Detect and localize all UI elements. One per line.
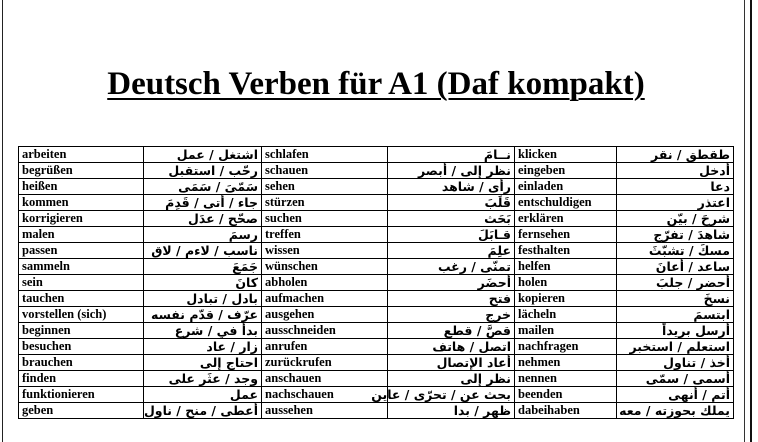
arabic-translation-cell: بدأ في / شرع: [144, 323, 262, 339]
arabic-translation-cell: أسمى / سمّى: [617, 371, 734, 387]
german-verb-cell: beginnen: [19, 323, 144, 339]
german-verb-cell: ausschneiden: [262, 323, 388, 339]
german-verb-cell: festhalten: [515, 243, 617, 259]
table-row: [19, 147, 734, 163]
arabic-translation-cell: ابتسمَ: [617, 307, 734, 323]
arabic-translation-cell: يملك بحوزته / معه: [617, 403, 734, 419]
german-verb-cell: ausgehen: [262, 307, 388, 323]
table-row: [19, 275, 734, 291]
arabic-translation-cell: ساعد / أعانَ: [617, 259, 734, 275]
verb-table: [18, 146, 734, 419]
german-verb-cell: wissen: [262, 243, 388, 259]
arabic-translation-cell: أعطى / منح / ناول: [144, 403, 262, 419]
german-verb-cell: entschuldigen: [515, 195, 617, 211]
table-row: [19, 195, 734, 211]
german-verb-cell: treffen: [262, 227, 388, 243]
german-verb-cell: anrufen: [262, 339, 388, 355]
german-verb-cell: holen: [515, 275, 617, 291]
german-verb-cell: klicken: [515, 147, 617, 163]
german-verb-cell: passen: [19, 243, 144, 259]
german-verb-cell: begrüßen: [19, 163, 144, 179]
arabic-translation-cell: وجد / عثَر على: [144, 371, 262, 387]
german-verb-cell: aufmachen: [262, 291, 388, 307]
arabic-translation-cell: شاهدَ / تفرّج: [617, 227, 734, 243]
german-verb-cell: heißen: [19, 179, 144, 195]
german-verb-cell: nachfragen: [515, 339, 617, 355]
german-verb-cell: tauchen: [19, 291, 144, 307]
table-row: [19, 387, 734, 403]
arabic-translation-cell: احتاج إلى: [144, 355, 262, 371]
arabic-translation-cell: عرّف / قدّم نفسه: [144, 307, 262, 323]
german-verb-cell: mailen: [515, 323, 617, 339]
german-verb-cell: besuchen: [19, 339, 144, 355]
arabic-translation-cell: ظهر / بدا: [388, 403, 515, 419]
arabic-translation-cell: قَلَبَ: [388, 195, 515, 211]
table-row: [19, 339, 734, 355]
arabic-translation-cell: طقطق / نقر: [617, 147, 734, 163]
table-row: [19, 243, 734, 259]
german-verb-cell: anschauen: [262, 371, 388, 387]
arabic-translation-cell: اتصل / هاتف: [388, 339, 515, 355]
german-verb-cell: dabeihaben: [515, 403, 617, 419]
german-verb-cell: eingeben: [515, 163, 617, 179]
german-verb-cell: fernsehen: [515, 227, 617, 243]
arabic-translation-cell: قـابَلَ: [388, 227, 515, 243]
german-verb-cell: helfen: [515, 259, 617, 275]
arabic-translation-cell: عمل: [144, 387, 262, 403]
table-row: [19, 211, 734, 227]
german-verb-cell: kommen: [19, 195, 144, 211]
arabic-translation-cell: استعلم / استخبر: [617, 339, 734, 355]
arabic-translation-cell: اشتغل / عمل: [144, 147, 262, 163]
german-verb-cell: sehen: [262, 179, 388, 195]
arabic-translation-cell: أدخل: [617, 163, 734, 179]
german-verb-cell: wünschen: [262, 259, 388, 275]
german-verb-cell: lächeln: [515, 307, 617, 323]
arabic-translation-cell: بَحَث: [388, 211, 515, 227]
german-verb-cell: abholen: [262, 275, 388, 291]
german-verb-cell: nennen: [515, 371, 617, 387]
german-verb-cell: zurückrufen: [262, 355, 388, 371]
arabic-translation-cell: أحضَر: [388, 275, 515, 291]
arabic-translation-cell: أخذ / تناول: [617, 355, 734, 371]
table-row: [19, 355, 734, 371]
german-verb-cell: stürzen: [262, 195, 388, 211]
german-verb-cell: arbeiten: [19, 147, 144, 163]
arabic-translation-cell: أرسل بريداً: [617, 323, 734, 339]
table-row: [19, 227, 734, 243]
arabic-translation-cell: نــامَ: [388, 147, 515, 163]
table-row: [19, 371, 734, 387]
german-verb-cell: funktionieren: [19, 387, 144, 403]
table-row: [19, 307, 734, 323]
arabic-translation-cell: قصَّ / قطع: [388, 323, 515, 339]
arabic-translation-cell: فتح: [388, 291, 515, 307]
arabic-translation-cell: دعا: [617, 179, 734, 195]
arabic-translation-cell: رحّب / استقبل: [144, 163, 262, 179]
arabic-translation-cell: نظر إلى / أبصر: [388, 163, 515, 179]
german-verb-cell: nachschauen: [262, 387, 388, 403]
arabic-translation-cell: سَمّىَ / سَمَى: [144, 179, 262, 195]
arabic-translation-cell: اعتذر: [617, 195, 734, 211]
arabic-translation-cell: شرحَ / بيّن: [617, 211, 734, 227]
arabic-translation-cell: أعاد الإتصال: [388, 355, 515, 371]
arabic-translation-cell: جاء / أتى / قَدِمَ: [144, 195, 262, 211]
table-row: [19, 403, 734, 419]
arabic-translation-cell: بادل / تبادل: [144, 291, 262, 307]
german-verb-cell: geben: [19, 403, 144, 419]
german-verb-cell: einladen: [515, 179, 617, 195]
german-verb-cell: sammeln: [19, 259, 144, 275]
arabic-translation-cell: رأى / شاهد: [388, 179, 515, 195]
arabic-translation-cell: نظر إلى: [388, 371, 515, 387]
arabic-translation-cell: زار / عاد: [144, 339, 262, 355]
german-verb-cell: beenden: [515, 387, 617, 403]
german-verb-cell: schauen: [262, 163, 388, 179]
arabic-translation-cell: مسكَ / تشبّثَ: [617, 243, 734, 259]
arabic-translation-cell: علِمَ: [388, 243, 515, 259]
table-row: [19, 179, 734, 195]
table-row: [19, 163, 734, 179]
german-verb-cell: erklären: [515, 211, 617, 227]
arabic-translation-cell: رسمَ: [144, 227, 262, 243]
german-verb-cell: malen: [19, 227, 144, 243]
arabic-translation-cell: كانَ: [144, 275, 262, 291]
arabic-translation-cell: تمنّى / رغب: [388, 259, 515, 275]
german-verb-cell: suchen: [262, 211, 388, 227]
arabic-translation-cell: أتم / أنهى: [617, 387, 734, 403]
verb-table-body: [19, 147, 734, 419]
arabic-translation-cell: نسخَ: [617, 291, 734, 307]
arabic-translation-cell: خرج: [388, 307, 515, 323]
arabic-translation-cell: بحث عن / تحرّى / عاين: [388, 387, 515, 403]
page-title: Deutsch Verben für A1 (Daf kompakt): [107, 66, 645, 102]
german-verb-cell: aussehen: [262, 403, 388, 419]
german-verb-cell: vorstellen (sich): [19, 307, 144, 323]
arabic-translation-cell: صحّح / عدَل: [144, 211, 262, 227]
german-verb-cell: finden: [19, 371, 144, 387]
arabic-translation-cell: أحضر / جلبَ: [617, 275, 734, 291]
table-row: [19, 323, 734, 339]
table-row: [19, 291, 734, 307]
german-verb-cell: kopieren: [515, 291, 617, 307]
arabic-translation-cell: جَمَعَ: [144, 259, 262, 275]
german-verb-cell: nehmen: [515, 355, 617, 371]
german-verb-cell: schlafen: [262, 147, 388, 163]
german-verb-cell: korrigieren: [19, 211, 144, 227]
german-verb-cell: sein: [19, 275, 144, 291]
german-verb-cell: brauchen: [19, 355, 144, 371]
table-row: [19, 259, 734, 275]
arabic-translation-cell: ناسب / لاءم / لاق: [144, 243, 262, 259]
